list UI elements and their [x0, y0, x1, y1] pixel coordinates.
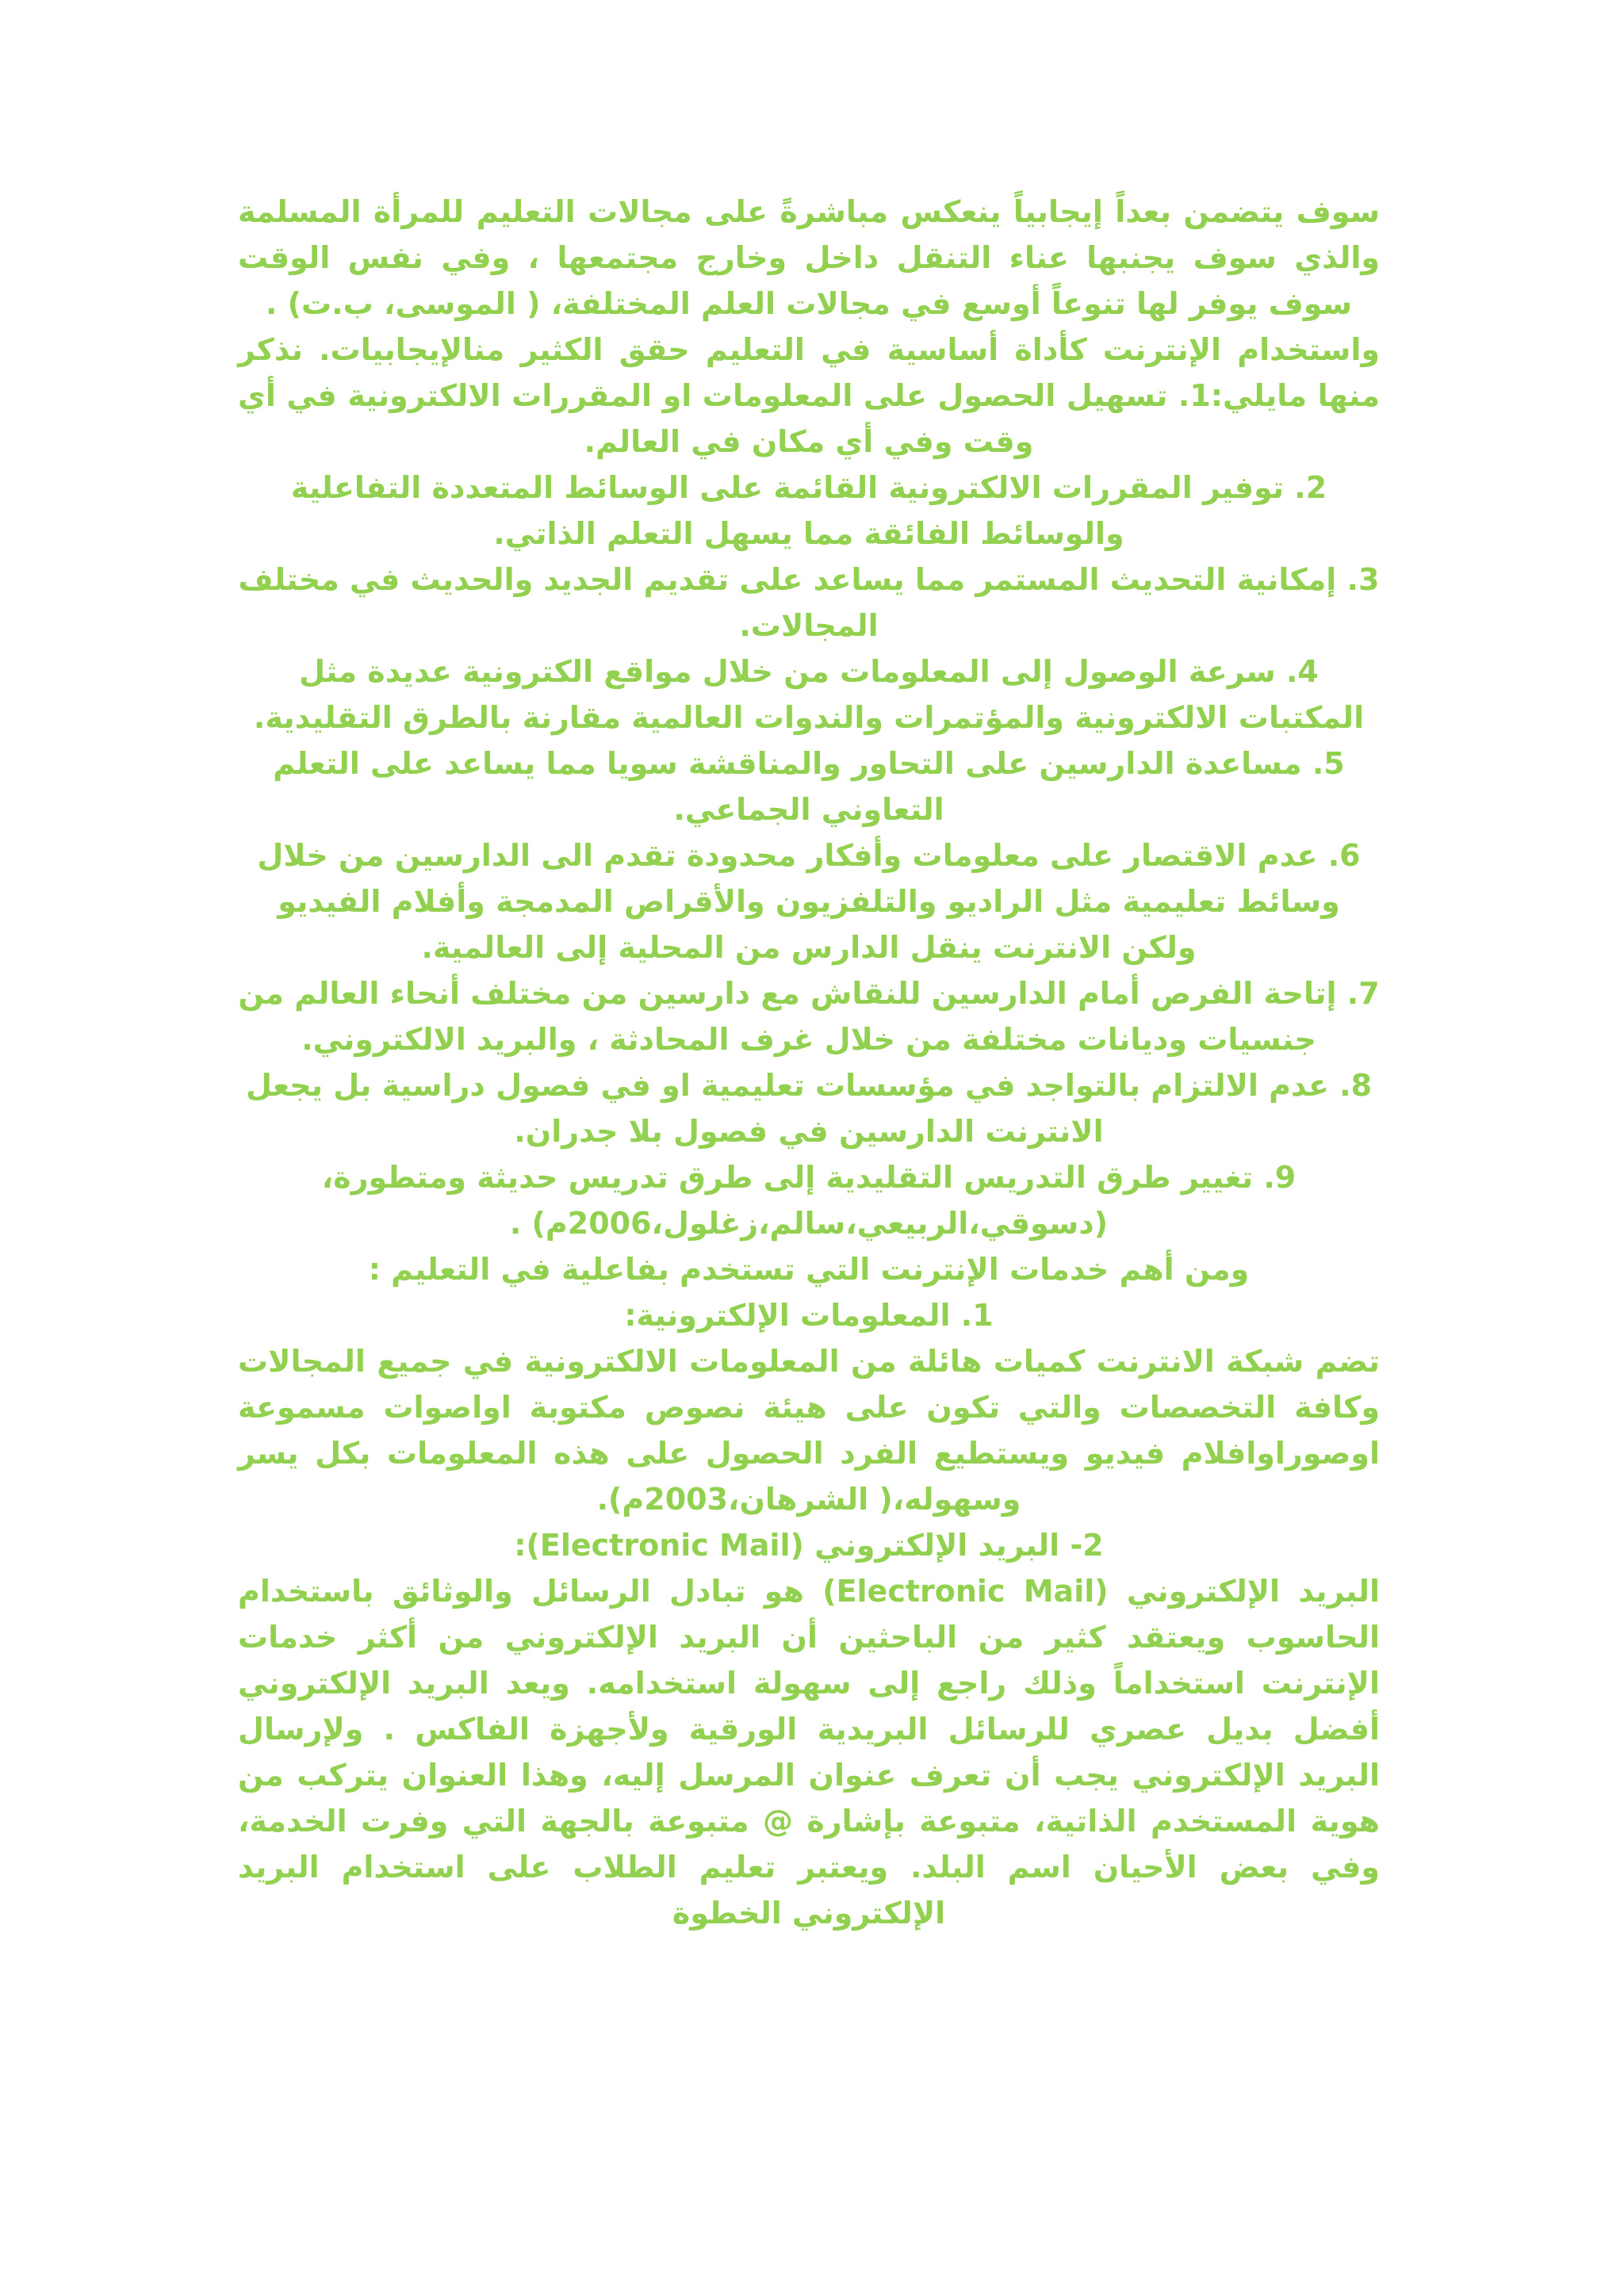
- intro-paragraph: سوف يتضمن بعداً إيجابياً ينعكس مباشرةً على مجالات التعليم للمرأة المسلمة والذي سوف يجنبها عناء التنقل داخل وخارج مجتمعها ، وفي نفس الوقت سوف يوفر لها تنوعاً أوسع في مجالات العلم المختلفة، ( الموسى، ب.ت) .: [238, 194, 1380, 321]
- benefit-item-8: 8. عدم الالتزام بالتواجد في مؤسسات تعليمية او في فصول دراسية بل يجعل الانترنت الدارسين في فصول بلا جدران.: [245, 1068, 1373, 1149]
- service1-body: تضم شبكة الانترنت كميات هائلة من المعلومات الالكترونية في جميع المجالات وكافة التخصصات والتي تكون على هيئة نصوص مكتوبة اواصوات مسموعة اوصوراوافلام فيديو ويستطيع الفرد الحصول على هذه المعلومات بكل يسر وسهوله،( الشرهان،2003م).: [238, 1344, 1380, 1517]
- benefit-item-9: 9. تغيير طرق التدريس التقليدية إلى طرق تدريس حديثة ومتطورة،: [321, 1160, 1297, 1195]
- benefit-item-2: 2. توفير المقررات الالكترونية القائمة على الوسائط المتعددة التفاعلية والوسائط الفائقة مما يسهل التعلم الذاتي.: [290, 470, 1327, 551]
- benefit-item-6: 6. عدم الاقتصار على معلومات وأفكار محدودة تقدم الى الدارسين من خلال وسائط تعليمية مثل الراديو والتلفزيون والأقراص المدمجة وأفلام الفيديو ولكن الانترنت ينقل الدارس من المحلية إلى العالمية.: [257, 838, 1361, 965]
- benefit-item-3: 3. إمكانية التحديث المستمر مما يساعد على تقديم الجديد والحديث في مختلف المجالات.: [238, 562, 1380, 643]
- benefit-item-7: 7. إتاحة الفرص أمام الدارسين للنقاش مع دارسين من مختلف أنحاء العالم من جنسيات وديانات مختلفة من خلال غرف المحادثة ، والبريد الالكتروني.: [238, 976, 1380, 1057]
- benefit-item-5: 5. مساعدة الدارسين على التحاور والمناقشة سويا مما يساعد على التعلم التعاوني الجماعي.: [273, 746, 1345, 827]
- service1-heading: 1. المعلومات الإلكترونية:: [624, 1298, 994, 1333]
- benefits-intro: واستخدام الإنترنت كأداة أساسية في التعليم حقق الكثير منالإيجابيات. نذكر منها مايلي:1. تسهيل الحصول على المعلومات او المقررات الالكترونية في أي وقت وفي أي مكان في العالم.: [238, 332, 1380, 459]
- document-text: [238, 189, 1380, 1936]
- service2-heading: 2- البريد الإلكتروني (Electronic Mail):: [514, 1528, 1104, 1563]
- services-intro: ومن أهم خدمات الإنترنت التي تستخدم بفاعلية في التعليم :: [368, 1252, 1250, 1287]
- benefit-item-4: 4. سرعة الوصول إلى المعلومات من خلال مواقع الكترونية عديدة مثل المكتبات الالكترونية والمؤتمرات والندوات العالمية مقارنة بالطرق التقليدية.: [253, 654, 1365, 735]
- benefits-citation: (دسوقي،الربيعي،سالم،زغلول،2006م) .: [509, 1206, 1109, 1241]
- service2-body: البريد الإلكتروني (Electronic Mail) هو تبادل الرسائل والوثائق باستخدام الحاسوب ويعتقد كثير من الباحثين أن البريد الإلكتروني من أكثر خدمات الإنترنت استخداماً وذلك راجع إلى سهولة استخدامه. ويعد البريد الإلكتروني أفضل بديل عصري للرسائل البريدية الورقية ولأجهزة الفاكس . ولإرسال البريد الإلكتروني يجب أن تعرف عنوان المرسل إليه، وهذا العنوان يتركب من هوية المستخدم الذاتية، متبوعة بإشارة @ متبوعة بالجهة التي وفرت الخدمة، وفي بعض الأحيان اسم البلد. ويعتبر تعليم الطلاب على استخدام البريد الإلكتروني الخطوة: [238, 1574, 1380, 1931]
